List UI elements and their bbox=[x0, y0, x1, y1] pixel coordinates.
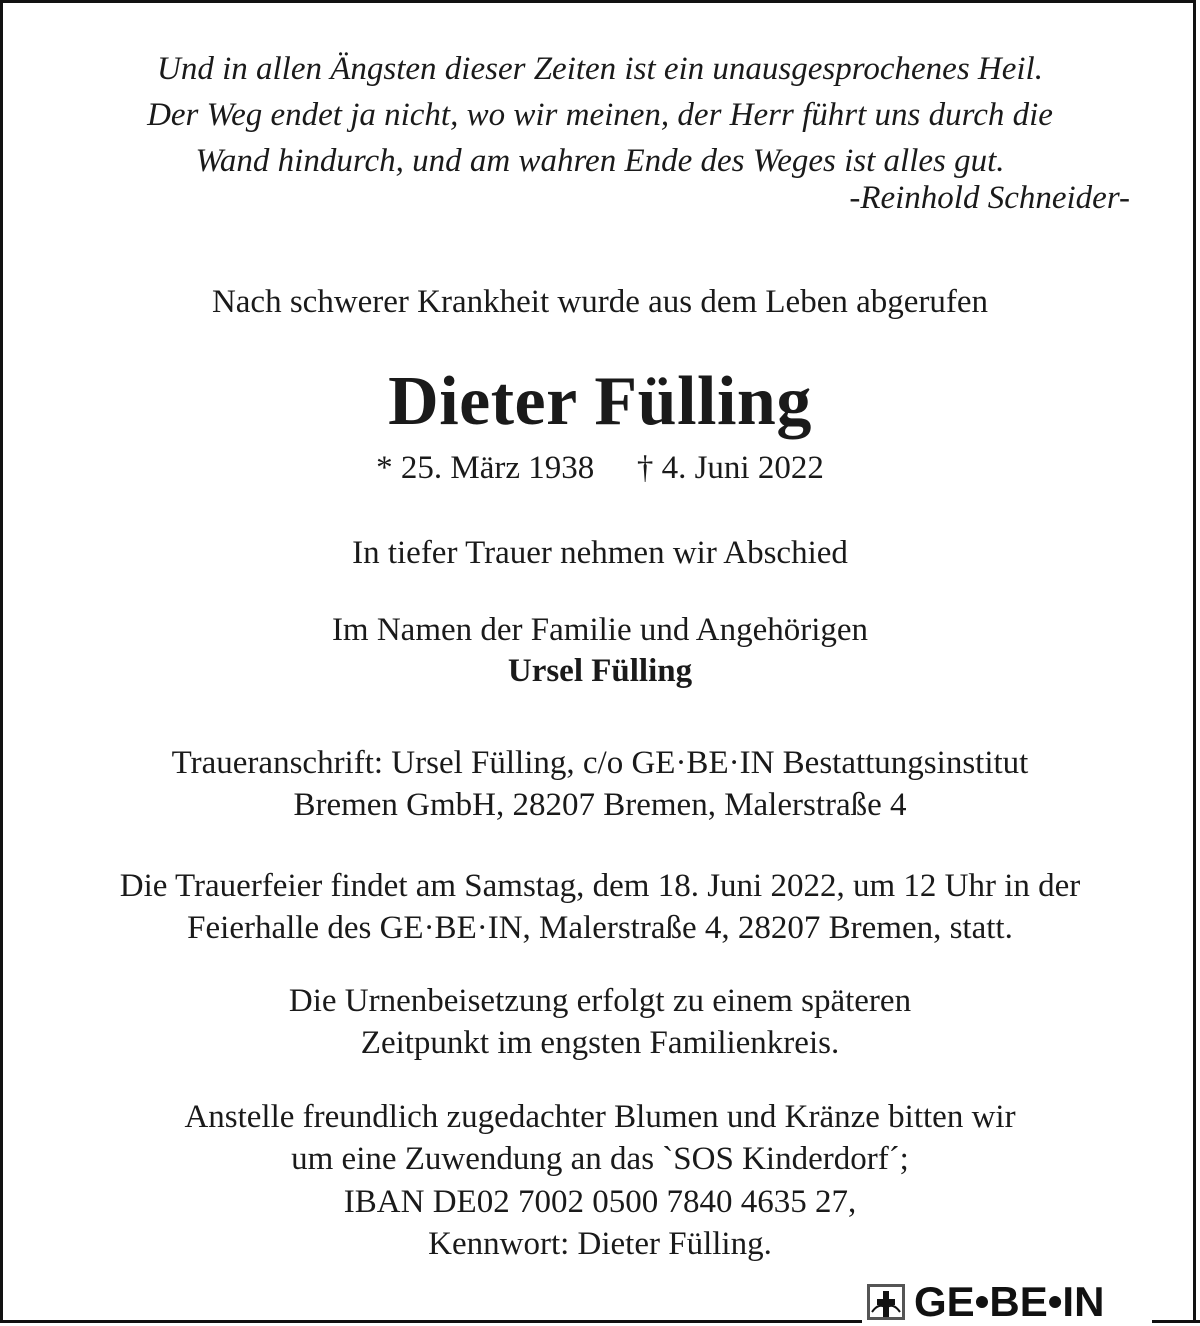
bottom-border-right bbox=[1152, 1320, 1200, 1323]
life-dates bbox=[0, 450, 1200, 487]
deceased-name: Dieter Fülling bbox=[388, 363, 812, 440]
donation-line-1: Anstelle freundlich zugedachter Blumen und Kränze bitten wir bbox=[184, 1099, 1016, 1135]
ceremony-line-1: Die Trauerfeier findet am Samstag, dem 18. Juni 2022, um 12 Uhr in der bbox=[119, 868, 1081, 904]
burial-line-2: Zeitpunkt im engsten Familienkreis. bbox=[360, 1025, 840, 1061]
mourner-name: Ursel Fülling bbox=[507, 653, 693, 689]
address-line-1: Traueranschrift: Ursel Fülling, c/o GE·BE·IN Bestattungsinstitut bbox=[171, 745, 1029, 781]
logo-wordmark: GE•BE•IN bbox=[914, 1278, 1105, 1325]
donation-line-3: IBAN DE02 7002 0500 7840 4635 27, bbox=[343, 1184, 857, 1220]
ceremony-line-2: Feierhalle des GE·BE·IN, Malerstraße 4, 28207 Bremen, statt. bbox=[187, 910, 1013, 946]
burial-line-1: Die Urnenbeisetzung erfolgt zu einem späteren bbox=[288, 983, 912, 1019]
bottom-border-left bbox=[0, 1320, 862, 1323]
birth-date: * 25. März 1938 bbox=[376, 450, 595, 486]
quote-line-1: Und in allen Ängsten dieser Zeiten ist ein unausgesprochenes Heil. bbox=[157, 51, 1043, 87]
quote-line-3: Wand hindurch, und am wahren Ende des Weges ist alles gut. bbox=[195, 143, 1005, 179]
funeral-home-logo-icon bbox=[866, 1282, 906, 1322]
gebein-logo bbox=[866, 1280, 1104, 1324]
address-line-2: Bremen GmbH, 28207 Bremen, Malerstraße 4 bbox=[293, 787, 907, 823]
farewell-text: In tiefer Trauer nehmen wir Abschied bbox=[352, 535, 848, 571]
death-date: † 4. Juni 2022 bbox=[636, 450, 824, 486]
quote-author: -Reinhold Schneider- bbox=[849, 180, 1130, 216]
mourners-on-behalf: Im Namen der Familie und Angehörigen bbox=[331, 612, 869, 648]
donation-line-2: um eine Zuwendung an das `SOS Kinderdorf´; bbox=[291, 1141, 909, 1177]
quote-line-2: Der Weg endet ja nicht, wo wir meinen, der Herr führt uns durch die bbox=[147, 97, 1053, 133]
donation-line-4: Kennwort: Dieter Fülling. bbox=[428, 1226, 772, 1262]
intro-text: Nach schwerer Krankheit wurde aus dem Leben abgerufen bbox=[211, 284, 989, 320]
